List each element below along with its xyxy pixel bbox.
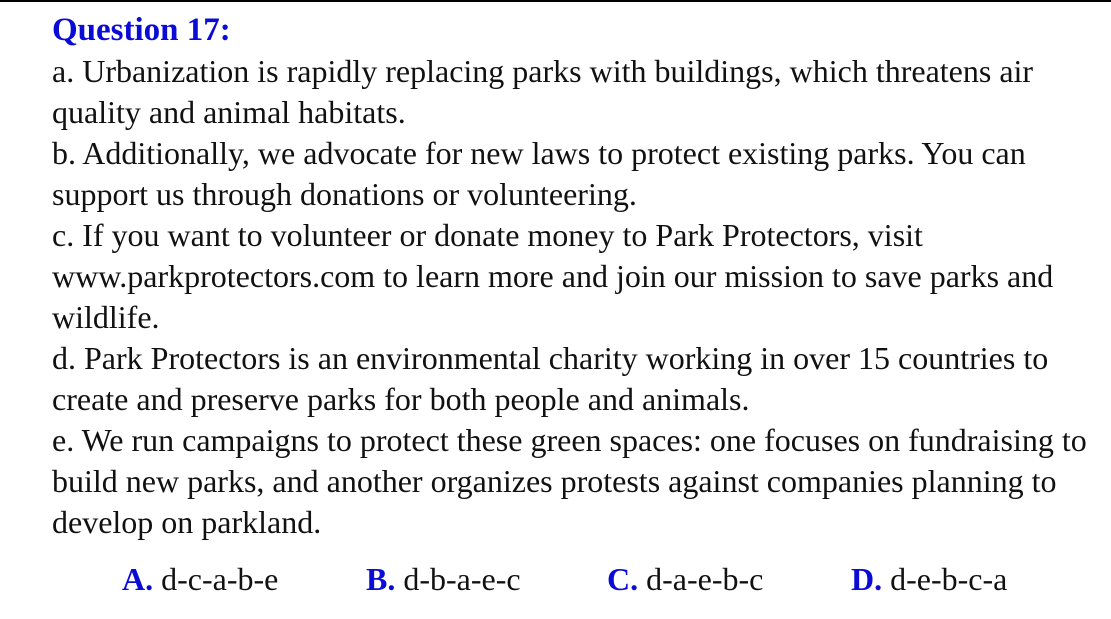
option-text: d-b-a-e-c xyxy=(403,561,521,597)
sentence-e xyxy=(52,420,1102,543)
sentence-b xyxy=(52,133,1102,215)
sentence-a xyxy=(52,51,1102,133)
option-letter: C. xyxy=(607,561,639,597)
top-divider xyxy=(0,0,1111,2)
option-c[interactable] xyxy=(607,558,763,600)
option-a[interactable] xyxy=(122,558,278,600)
sentence-c xyxy=(52,215,1102,338)
answer-options xyxy=(0,558,1111,600)
option-text: d-e-b-c-a xyxy=(890,561,1008,597)
question-title: Question 17: xyxy=(52,12,231,48)
sentence-text: Additionally, we advocate for new laws to protect existing parks. You can support us through donations or volunteering. xyxy=(52,135,1026,212)
option-d[interactable] xyxy=(851,558,1007,600)
sentence-prefix: b. xyxy=(52,135,76,171)
sentence-prefix: d. xyxy=(52,340,76,376)
option-b[interactable] xyxy=(366,558,521,600)
option-letter: A. xyxy=(122,561,154,597)
sentence-prefix: a. xyxy=(52,53,75,89)
option-text: d-a-e-b-c xyxy=(646,561,764,597)
sentence-prefix: c. xyxy=(52,217,75,253)
option-letter: B. xyxy=(366,561,396,597)
sentence-text: Park Protectors is an environmental charity working in over 15 countries to create and preserve parks for both people and animals. xyxy=(52,340,1049,417)
option-text: d-c-a-b-e xyxy=(161,561,279,597)
sentence-text: Urbanization is rapidly replacing parks with buildings, which threatens air quality and animal habitats. xyxy=(52,53,1034,130)
option-letter: D. xyxy=(851,561,883,597)
sentence-d xyxy=(52,338,1102,420)
sentence-text: If you want to volunteer or donate money to Park Protectors, visit www.parkprotectors.com to learn more and join our mission to save parks and wildlife. xyxy=(52,217,1054,335)
sentence-text: We run campaigns to protect these green spaces: one focuses on fundraising to build new parks, and another organizes protests against companies planning to develop on parkland. xyxy=(52,422,1087,540)
question-block xyxy=(52,9,1102,543)
sentence-prefix: e. xyxy=(52,422,75,458)
